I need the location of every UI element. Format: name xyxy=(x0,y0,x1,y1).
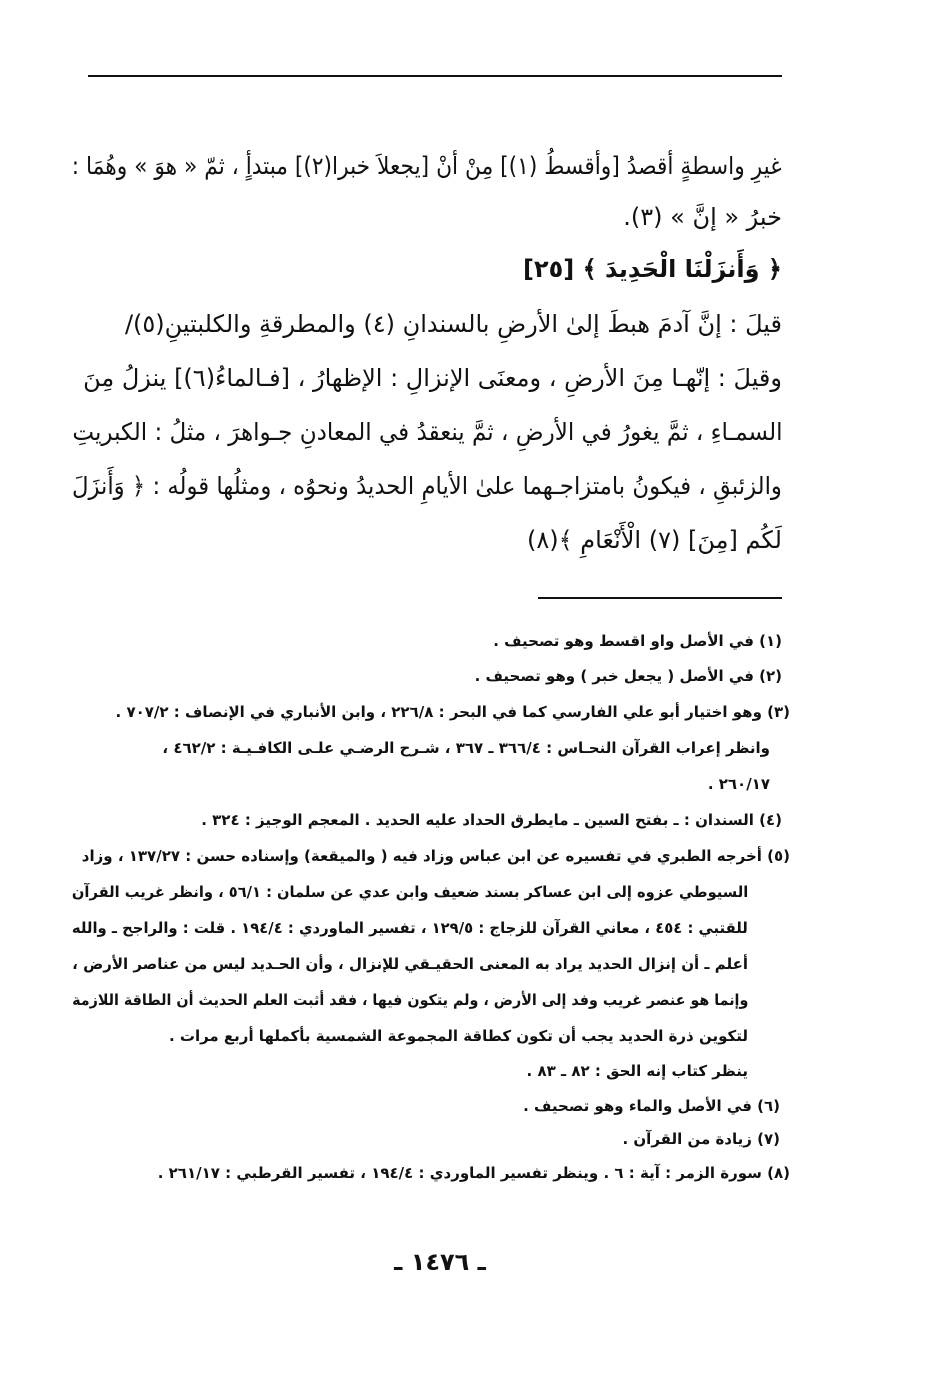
footnote-5-cont-2: للقتبي : ٤٥٤ ، معاني القرآن للزجاج : ١٢٩/٥ ، تفسير الماوردي : ١٩٤/٤ . قلت : والراجح ـ والله xyxy=(72,919,748,937)
footnote-rule xyxy=(538,597,782,599)
footnote-5-cont-1: السيوطي عزوه إلى ابن عساكر بسند ضعيف وابن عدي عن سلمان : ٥٦/١ ، وانظر غريب القرآن xyxy=(71,883,748,901)
footnote-3: (٣) وهو اختيار أبو علي الفارسي كما في البحر : ٢٢٦/٨ ، وابن الأنباري في الإنصاف : ٧٠٧/٢ . xyxy=(115,703,790,721)
body-line-6: السمـاءِ ، ثمَّ يغورُ في الأرضِ ، ثمَّ ينعقدُ في المعادنِ جـواهرَ ، مثلُ : الكبريتِ xyxy=(71,418,782,446)
top-rule xyxy=(88,75,782,77)
footnote-5-cont-6: ينظر كتاب إنه الحق : ٨٢ ـ ٨٣ . xyxy=(526,1062,748,1080)
page-number: ـ ١٤٧٦ ـ xyxy=(394,1248,486,1276)
footnote-5: (٥) أخرجه الطبري في تفسيره عن ابن عباس وزاد فيه ( والميقعة) وإسناده حسن : ١٣٧/٢٧ ، وزاد xyxy=(81,847,790,865)
footnote-5-cont-3: أعلم ـ أن إنزال الحديد يراد به المعنى الحقيـقي للإنزال ، وأن الحـديد ليس من عناصر الأرض ، xyxy=(72,955,748,973)
body-line-1: غيرِ واسطةٍ أقصدُ [وأقسطُ (١)] مِنْ أنْ [يجعلاَ خبرا(٢)] مبتدأٍ ، ثمّ « هوَ » وهُمَا : xyxy=(72,152,782,180)
footnote-1: (١) في الأصل واو اقسط وهو تصحيف . xyxy=(493,632,782,650)
footnote-5-cont-5: لتكوين ذرة الحديد يجب أن تكون كطاقة المجموعة الشمسية بأكملها أربع مرات . xyxy=(168,1027,748,1045)
footnote-7: (٧) زيادة من القرآن . xyxy=(622,1130,780,1148)
footnote-8: (٨) سورة الزمر : آية : ٦ . وينظر تفسير الماوردي : ١٩٤/٤ ، تفسير القرطبي : ٢٦١/١٧ . xyxy=(157,1164,790,1182)
footnote-4: (٤) السندان : ـ بفتح السين ـ مايطرق الحداد عليه الحديد . المعجم الوجيز : ٣٢٤ . xyxy=(201,811,782,829)
body-line-2: خبرُ « إنَّ » (٣). xyxy=(623,203,782,231)
footnote-5-cont-4: وإنما هو عنصر غريب وفد إلى الأرض ، ولم يتكون فيها ، فقد أثبت العلم الحديث أن الطاقة اللازمة xyxy=(71,991,748,1009)
body-line-4: قيلَ : إنَّ آدمَ هبطَ إلىٰ الأرضِ بالسندانِ (٤) والمطرقةِ والكلبتينِ(٥)/ xyxy=(124,310,782,338)
verse-heading: ﴿ وَأَنزَلْنَا الْحَدِيدَ ﴾ [٢٥] xyxy=(523,255,782,283)
body-line-7: والزئبقِ ، فيكونُ بامتزاجـهما علىٰ الأيامِ الحديدُ ونحوُه ، ومثلُها قولُه : ﴿ وَأَنزَلَ xyxy=(72,472,782,500)
footnote-3-cont: وانظر إعراب القرآن النحـاس : ٣٦٦/٤ ـ ٣٦٧ ، شـرح الرضـي علـى الكافـيـة : ٤٦٢/٢ ، xyxy=(162,739,770,757)
footnote-2: (٢) في الأصل ( يجعل خبر ) وهو تصحيف . xyxy=(474,667,782,685)
footnote-3-cont-2: ٢٦٠/١٧ . xyxy=(707,775,770,793)
body-line-5: وقيلَ : إنّهـا مِنَ الأرضِ ، ومعنَى الإنزالِ : الإظهارُ ، [فـالماءُ(٦)] ينزلُ مِنَ xyxy=(83,364,782,392)
body-line-8: لَكُم [مِنَ] (٧) الْأَنْعَامِ ﴾(٨) xyxy=(526,526,782,554)
footnote-6: (٦) في الأصل والماء وهو تصحيف . xyxy=(523,1097,780,1115)
